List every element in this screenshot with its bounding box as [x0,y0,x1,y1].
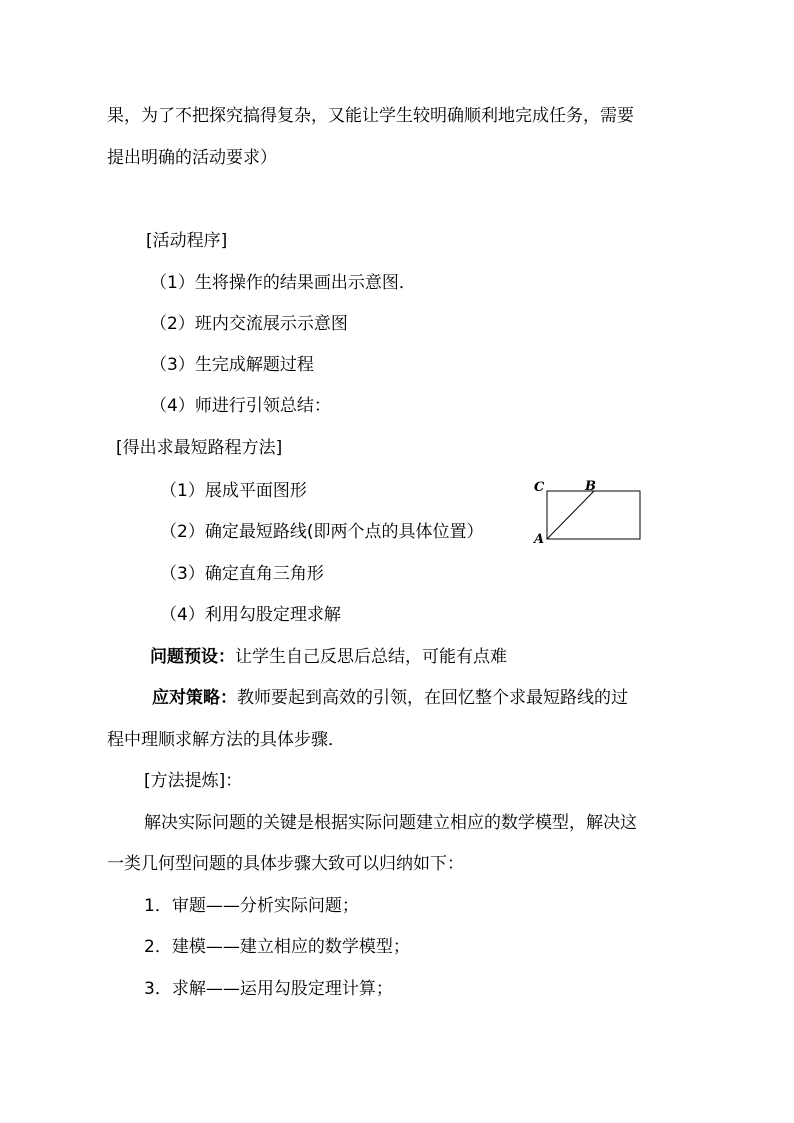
refine-step-2: 2．建模——建立相应的数学模型； [144,937,410,957]
intro-line-2: 提出明确的活动要求） [107,148,277,168]
strategy-label: 应对策略： [152,688,237,708]
activity-step-4: （4）师进行引领总结： [150,396,331,416]
strategy-text-1: 教师要起到高效的引领，在回忆整个求最短路线的过 [237,688,628,708]
diagonal-ab [547,491,594,539]
method-step-2: （2）确定最短路线(即两个点的具体位置） [160,522,484,542]
intro-line-1: 果，为了不把探究搞得复杂，又能让学生较明确顺利地完成任务，需要 [107,106,634,126]
strategy-line-2: 程中理顺求解方法的具体步骤． [107,730,345,750]
preset-line [150,649,507,666]
method-step-3: （3）确定直角三角形 [160,564,324,584]
rectangle-diagram [526,478,646,546]
preset-label: 问题预设： [150,647,235,667]
label-b: B [585,479,596,494]
refine-heading: [方法提炼]： [144,771,243,791]
method-heading: [得出求最短路程方法] [116,438,283,458]
refine-step-1: 1．审题——分析实际问题； [144,896,359,916]
refine-step-3: 3．求解——运用勾股定理计算； [144,979,393,999]
activity-step-2: （2）班内交流展示示意图 [150,314,348,334]
preset-text: 让学生自己反思后总结，可能有点难 [235,647,507,667]
label-c: C [534,480,545,495]
method-step-1: （1）展成平面图形 [160,481,307,501]
strategy-line-1 [152,690,628,707]
rectangle-shape [547,491,640,539]
method-step-4: （4）利用勾股定理求解 [160,605,341,625]
activity-step-3: （3）生完成解题过程 [150,355,314,375]
label-a: A [534,532,545,546]
refine-para-1: 解决实际问题的关键是根据实际问题建立相应的数学模型，解决这 [144,813,637,833]
activity-step-1: （1）生将操作的结果画出示意图． [150,273,416,293]
activity-heading: [活动程序] [146,231,228,251]
refine-para-2: 一类几何型问题的具体步骤大致可以归纳如下： [107,854,464,874]
